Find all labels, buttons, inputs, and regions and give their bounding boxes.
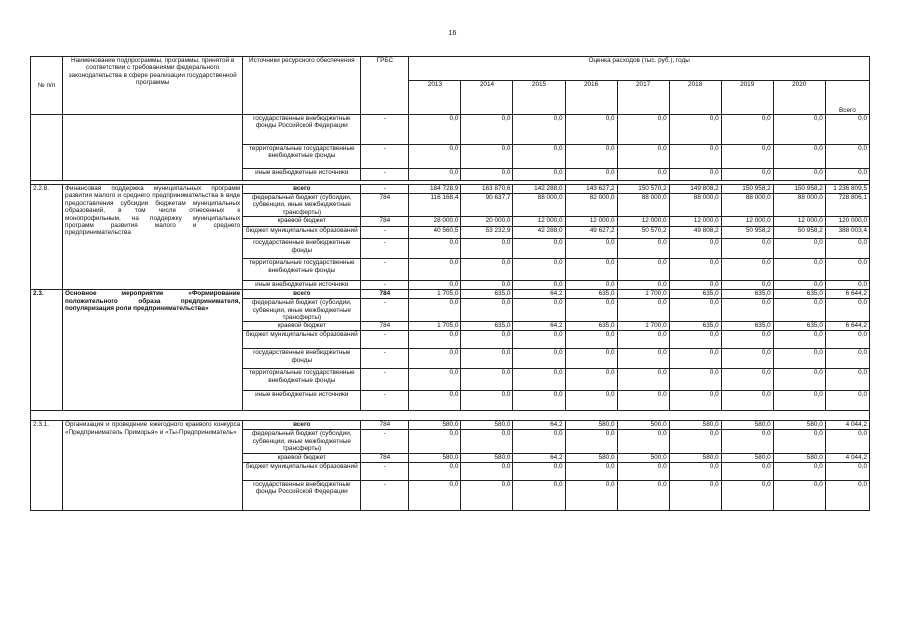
year-value: 0,0 — [409, 391, 461, 411]
year-value: 0,0 — [409, 259, 461, 281]
year-value: 0,0 — [461, 145, 513, 169]
total-value: 0,0 — [825, 369, 869, 391]
year-value: 0,0 — [513, 349, 565, 369]
funding-source: федеральный бюджет (субсидии, субвенции, иные межбюджетные трансферты) — [243, 194, 361, 217]
year-value: 0,0 — [513, 259, 565, 281]
year-value: 0,0 — [669, 281, 721, 290]
year-value: 0,0 — [461, 391, 513, 411]
year-value: 12 000,0 — [773, 217, 825, 227]
funding-source: краевой бюджет — [243, 217, 361, 227]
year-value: 143 627,2 — [565, 185, 617, 194]
year-value: 580,0 — [461, 421, 513, 430]
year-value: 635,0 — [773, 322, 825, 331]
header-year: 2014 — [461, 81, 513, 115]
year-value: 12 000,0 — [669, 217, 721, 227]
year-value: 0,0 — [617, 281, 669, 290]
funding-source: государственные внебюджетные фонды — [243, 239, 361, 259]
funding-source: государственные внебюджетные фонды Российской Федерации — [243, 480, 361, 510]
year-value: 0,0 — [513, 299, 565, 322]
header-year: 2019 — [721, 81, 773, 115]
year-value: 0,0 — [773, 115, 825, 145]
year-value: 0,0 — [721, 462, 773, 480]
header-grbs: ГРБС — [361, 57, 409, 115]
year-value: 0,0 — [409, 145, 461, 169]
year-value: 0,0 — [409, 480, 461, 510]
grbs-code: 784 — [361, 290, 409, 299]
funding-source: иные внебюджетные источники — [243, 391, 361, 411]
total-value: 0,0 — [825, 299, 869, 322]
year-value: 0,0 — [513, 169, 565, 181]
funding-source: иные внебюджетные источники — [243, 281, 361, 290]
year-value: 0,0 — [773, 349, 825, 369]
grbs-code: - — [361, 430, 409, 453]
year-value: 49 808,2 — [669, 227, 721, 239]
year-value: 0,0 — [773, 430, 825, 453]
year-value: 0,0 — [617, 349, 669, 369]
table-row — [31, 421, 870, 430]
year-value: 635,0 — [565, 322, 617, 331]
year-value: 0,0 — [461, 430, 513, 453]
year-value: 0,0 — [773, 145, 825, 169]
year-value: 635,0 — [721, 322, 773, 331]
table-row — [31, 290, 870, 299]
funding-source: территориальные государственные внебюджетные фонды — [243, 259, 361, 281]
year-value: 580,0 — [669, 421, 721, 430]
year-value: 116 168,4 — [409, 194, 461, 217]
funding-source: иные внебюджетные источники — [243, 169, 361, 181]
grbs-code: - — [361, 239, 409, 259]
year-value: 0,0 — [721, 369, 773, 391]
year-value: 50 958,2 — [721, 227, 773, 239]
year-value: 0,0 — [565, 391, 617, 411]
year-value: 88 000,0 — [721, 194, 773, 217]
year-value: 0,0 — [721, 299, 773, 322]
header-name: Наименование подпрограммы, программы, принятой в соответствии с требованиями федерального законодательства в сфере реализации государственной программы — [63, 57, 243, 115]
year-value: 0,0 — [773, 331, 825, 349]
total-value: 4 044,2 — [825, 421, 869, 430]
header-year: 2017 — [617, 81, 669, 115]
year-value: 0,0 — [461, 169, 513, 181]
year-value: 1 700,0 — [617, 290, 669, 299]
year-value: 580,0 — [409, 453, 461, 462]
year-value: 0,0 — [669, 239, 721, 259]
year-value: 28 000,0 — [409, 217, 461, 227]
year-value: 0,0 — [409, 169, 461, 181]
total-value: 0,0 — [825, 331, 869, 349]
year-value: 82 000,0 — [565, 194, 617, 217]
year-value: 0,0 — [773, 281, 825, 290]
total-value: 0,0 — [825, 239, 869, 259]
year-value: 0,0 — [461, 299, 513, 322]
year-value: 0,0 — [565, 145, 617, 169]
funding-source: бюджет муниципальных образований — [243, 331, 361, 349]
year-value: 0,0 — [617, 145, 669, 169]
year-value: 53 232,9 — [461, 227, 513, 239]
year-value: 64,2 — [513, 322, 565, 331]
year-value: 1 705,0 — [409, 290, 461, 299]
year-value: 0,0 — [617, 369, 669, 391]
year-value: 0,0 — [565, 430, 617, 453]
year-value: 0,0 — [513, 281, 565, 290]
program-name: Основное мероприятие «Формирование положительного образа предпринимателя, популяризация роли предпринимательства» — [63, 290, 243, 411]
year-value: 0,0 — [513, 145, 565, 169]
funding-source: бюджет муниципальных образований — [243, 462, 361, 480]
year-value: 0,0 — [409, 281, 461, 290]
year-value: 0,0 — [513, 239, 565, 259]
year-value: 0,0 — [617, 299, 669, 322]
year-value: 0,0 — [773, 391, 825, 411]
year-value: 0,0 — [513, 369, 565, 391]
year-value: 635,0 — [461, 290, 513, 299]
year-value: 0,0 — [617, 331, 669, 349]
year-value: 0,0 — [721, 391, 773, 411]
year-value: 64,2 — [513, 421, 565, 430]
budget-table — [30, 56, 870, 511]
year-value: 0,0 — [773, 169, 825, 181]
total-value: 0,0 — [825, 259, 869, 281]
year-value: 12 000,0 — [565, 217, 617, 227]
year-value: 0,0 — [565, 349, 617, 369]
funding-source: государственные внебюджетные фонды Российской Федерации — [243, 115, 361, 145]
grbs-code: - — [361, 331, 409, 349]
total-value: 6 644,2 — [825, 322, 869, 331]
year-value: 150 570,2 — [617, 185, 669, 194]
year-value: 1 705,0 — [409, 322, 461, 331]
year-value: 0,0 — [617, 169, 669, 181]
year-value: 49 627,2 — [565, 227, 617, 239]
year-value: 88 000,0 — [669, 194, 721, 217]
year-value: 64,2 — [513, 453, 565, 462]
funding-source: краевой бюджет — [243, 322, 361, 331]
year-value: 0,0 — [565, 331, 617, 349]
year-value: 0,0 — [513, 480, 565, 510]
year-value: 635,0 — [669, 290, 721, 299]
year-value: 635,0 — [773, 290, 825, 299]
grbs-code: - — [361, 349, 409, 369]
year-value: 90 637,7 — [461, 194, 513, 217]
year-value: 0,0 — [773, 462, 825, 480]
year-value: 0,0 — [565, 239, 617, 259]
grbs-code: - — [361, 115, 409, 145]
year-value: 0,0 — [721, 115, 773, 145]
year-value: 0,0 — [461, 462, 513, 480]
year-value: 580,0 — [773, 421, 825, 430]
year-value: 0,0 — [461, 259, 513, 281]
year-value: 0,0 — [461, 369, 513, 391]
header-year: 2020 — [773, 81, 825, 115]
year-value: 0,0 — [565, 259, 617, 281]
year-value: 0,0 — [617, 259, 669, 281]
year-value: 0,0 — [513, 115, 565, 145]
year-value: 0,0 — [617, 115, 669, 145]
total-value: 0,0 — [825, 169, 869, 181]
year-value: 12 000,0 — [513, 217, 565, 227]
year-value: 0,0 — [669, 331, 721, 349]
total-value: 1 236 809,5 — [825, 185, 869, 194]
year-value: 0,0 — [617, 391, 669, 411]
year-value: 0,0 — [565, 169, 617, 181]
funding-source: территориальные государственные внебюджетные фонды — [243, 369, 361, 391]
year-value: 635,0 — [721, 290, 773, 299]
year-value: 0,0 — [669, 259, 721, 281]
total-value: 388 003,4 — [825, 227, 869, 239]
table-row — [31, 185, 870, 194]
year-value: 0,0 — [409, 115, 461, 145]
year-value: 0,0 — [721, 480, 773, 510]
funding-source: всего — [243, 185, 361, 194]
header-year: 2016 — [565, 81, 617, 115]
year-value: 0,0 — [461, 115, 513, 145]
year-value: 0,0 — [669, 115, 721, 145]
total-value: 0,0 — [825, 462, 869, 480]
table-row — [31, 115, 870, 145]
total-value: 4 044,2 — [825, 453, 869, 462]
year-value: 0,0 — [617, 239, 669, 259]
year-value: 580,0 — [721, 453, 773, 462]
year-value: 0,0 — [669, 462, 721, 480]
year-value: 12 000,0 — [721, 217, 773, 227]
year-value: 0,0 — [513, 430, 565, 453]
funding-source: всего — [243, 290, 361, 299]
year-value: 635,0 — [669, 322, 721, 331]
total-value: 6 644,2 — [825, 290, 869, 299]
year-value: 0,0 — [513, 331, 565, 349]
total-value: 0,0 — [825, 115, 869, 145]
program-name — [63, 115, 243, 181]
total-value: 728 806,1 — [825, 194, 869, 217]
year-value: 50 570,2 — [617, 227, 669, 239]
row-number: 2.3.1. — [31, 421, 63, 510]
year-value: 142 288,0 — [513, 185, 565, 194]
grbs-code: - — [361, 169, 409, 181]
year-value: 0,0 — [669, 369, 721, 391]
year-value: 0,0 — [617, 462, 669, 480]
grbs-code: 784 — [361, 322, 409, 331]
page-number: 16 — [448, 30, 457, 37]
year-value: 0,0 — [721, 349, 773, 369]
funding-source: всего — [243, 421, 361, 430]
year-value: 580,0 — [773, 453, 825, 462]
year-value: 0,0 — [461, 281, 513, 290]
year-value: 0,0 — [617, 480, 669, 510]
year-value: 0,0 — [617, 430, 669, 453]
year-value: 64,2 — [513, 290, 565, 299]
year-value: 0,0 — [669, 169, 721, 181]
header-estimate: Оценка расходов (тыс. руб.), годы — [409, 57, 870, 81]
grbs-code: 784 — [361, 194, 409, 217]
year-value: 580,0 — [565, 421, 617, 430]
year-value: 0,0 — [669, 145, 721, 169]
row-number: 2.2.8. — [31, 185, 63, 290]
total-value: 120 000,0 — [825, 217, 869, 227]
year-value: 0,0 — [565, 299, 617, 322]
row-number — [31, 115, 63, 181]
total-value: 0,0 — [825, 281, 869, 290]
year-value: 580,0 — [409, 421, 461, 430]
year-value: 0,0 — [721, 145, 773, 169]
year-value: 0,0 — [409, 462, 461, 480]
year-value: 184 728,9 — [409, 185, 461, 194]
year-value: 0,0 — [409, 331, 461, 349]
header-year: 2013 — [409, 81, 461, 115]
year-value: 0,0 — [721, 281, 773, 290]
year-value: 88 000,0 — [773, 194, 825, 217]
program-name: Организация и проведение ежегодного краевого конкурса «Предприниматель Приморья» и «Ты-Предприниматель» — [63, 421, 243, 510]
year-value: 635,0 — [461, 322, 513, 331]
year-value: 0,0 — [773, 480, 825, 510]
year-value: 0,0 — [409, 239, 461, 259]
year-value: 150 958,2 — [773, 185, 825, 194]
total-value: 0,0 — [825, 349, 869, 369]
grbs-code: - — [361, 391, 409, 411]
funding-source: территориальные государственные внебюджетные фонды — [243, 145, 361, 169]
table-body — [31, 115, 870, 511]
year-value: 0,0 — [565, 115, 617, 145]
grbs-code: - — [361, 259, 409, 281]
year-value: 0,0 — [669, 480, 721, 510]
grbs-code: - — [361, 281, 409, 290]
grbs-code: - — [361, 299, 409, 322]
year-value: 0,0 — [409, 299, 461, 322]
funding-source: федеральный бюджет (субсидии, субвенции, иные межбюджетные трансферты) — [243, 299, 361, 322]
grbs-code: 784 — [361, 421, 409, 430]
header-num: № п/п — [31, 57, 63, 115]
funding-source: бюджет муниципальных образований — [243, 227, 361, 239]
year-value: 0,0 — [669, 391, 721, 411]
funding-source: федеральный бюджет (субсидии, субвенции, иные межбюджетные трансферты) — [243, 430, 361, 453]
year-value: 580,0 — [669, 453, 721, 462]
spacer-row — [31, 411, 870, 421]
year-value: 0,0 — [773, 239, 825, 259]
year-value: 0,0 — [773, 259, 825, 281]
grbs-code: - — [361, 145, 409, 169]
year-value: 0,0 — [721, 259, 773, 281]
year-value: 0,0 — [721, 430, 773, 453]
year-value: 88 000,0 — [513, 194, 565, 217]
funding-source: государственные внебюджетные фонды — [243, 349, 361, 369]
year-value: 0,0 — [669, 349, 721, 369]
year-value: 0,0 — [513, 391, 565, 411]
total-value: 0,0 — [825, 430, 869, 453]
total-value: 0,0 — [825, 480, 869, 510]
year-value: 0,0 — [461, 480, 513, 510]
year-value: 40 560,5 — [409, 227, 461, 239]
year-value: 580,0 — [461, 453, 513, 462]
grbs-code: - — [361, 227, 409, 239]
grbs-code: - — [361, 185, 409, 194]
year-value: 0,0 — [669, 299, 721, 322]
year-value: 0,0 — [513, 462, 565, 480]
year-value: 635,0 — [565, 290, 617, 299]
year-value: 0,0 — [409, 349, 461, 369]
year-value: 0,0 — [565, 281, 617, 290]
year-value: 580,0 — [565, 453, 617, 462]
year-value: 163 870,6 — [461, 185, 513, 194]
year-value: 0,0 — [409, 430, 461, 453]
year-value: 42 288,0 — [513, 227, 565, 239]
year-value: 580,0 — [721, 421, 773, 430]
year-value: 0,0 — [669, 430, 721, 453]
year-value: 0,0 — [565, 369, 617, 391]
table-header — [31, 57, 870, 115]
header-year: 2015 — [513, 81, 565, 115]
year-value: 0,0 — [461, 239, 513, 259]
year-value: 50 958,2 — [773, 227, 825, 239]
year-value: 500,0 — [617, 421, 669, 430]
year-value: 20 000,0 — [461, 217, 513, 227]
year-value: 0,0 — [721, 239, 773, 259]
year-value: 0,0 — [461, 349, 513, 369]
header-total: Всего — [825, 81, 869, 115]
year-value: 0,0 — [409, 369, 461, 391]
row-number: 2.3. — [31, 290, 63, 411]
year-value: 150 958,2 — [721, 185, 773, 194]
year-value: 0,0 — [721, 169, 773, 181]
year-value: 12 000,0 — [617, 217, 669, 227]
grbs-code: 784 — [361, 217, 409, 227]
header-source: Источники ресурсного обеспечения — [243, 57, 361, 115]
total-value: 0,0 — [825, 145, 869, 169]
grbs-code: - — [361, 480, 409, 510]
total-value: 0,0 — [825, 391, 869, 411]
funding-source: краевой бюджет — [243, 453, 361, 462]
header-year: 2018 — [669, 81, 721, 115]
grbs-code: - — [361, 369, 409, 391]
year-value: 0,0 — [565, 480, 617, 510]
year-value: 500,0 — [617, 453, 669, 462]
year-value: 0,0 — [461, 331, 513, 349]
year-value: 1 700,0 — [617, 322, 669, 331]
year-value: 0,0 — [565, 462, 617, 480]
grbs-code: - — [361, 462, 409, 480]
year-value: 0,0 — [773, 299, 825, 322]
program-name: Финансовая поддержка муниципальных программ развития малого и среднего предпринимательства в виде предоставления субсидии бюджетам муниципальных образований, в том числе отнесенных к монопрофильным, на поддержку муниципальных программ развития малого и среднего предпринимательства — [63, 185, 243, 290]
grbs-code: 784 — [361, 453, 409, 462]
year-value: 88 000,0 — [617, 194, 669, 217]
year-value: 0,0 — [721, 331, 773, 349]
year-value: 0,0 — [773, 369, 825, 391]
year-value: 149 808,2 — [669, 185, 721, 194]
